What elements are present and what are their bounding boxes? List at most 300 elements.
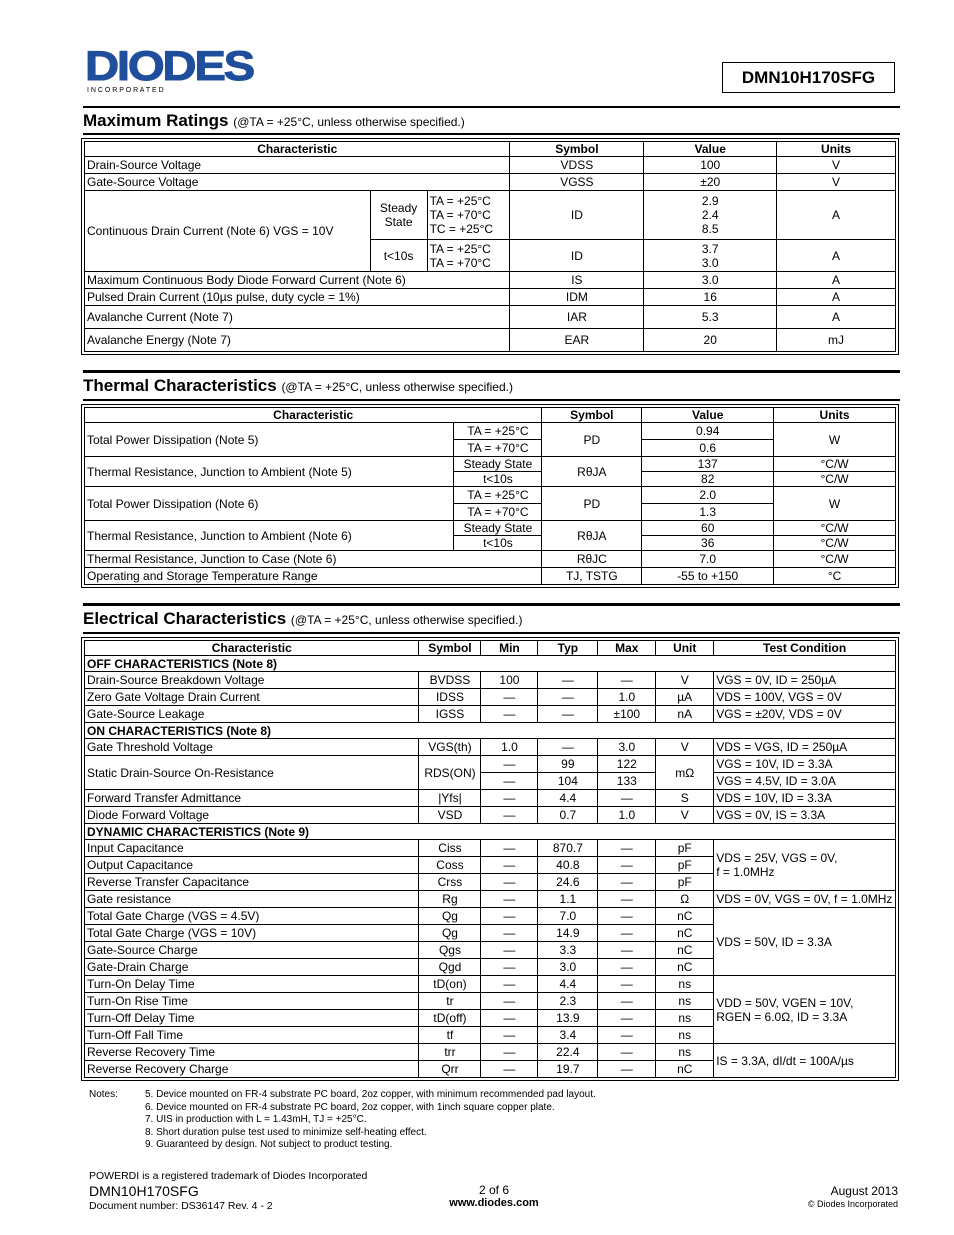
cell: Thermal Resistance, Junction to Ambient (Note 5) [85,457,454,487]
cell: mJ [777,329,896,352]
max-ratings-condition: (@TA = +25°C, unless otherwise specified.) [233,115,465,129]
cell: 3.0 [598,739,656,756]
cell: Forward Transfer Admittance [85,790,419,807]
value-line: 3.7 [701,241,719,256]
cell: — [481,942,538,959]
cond-line: TC = +25°C [429,222,494,236]
cond-line: TA = +25°C [429,194,491,208]
cell: nC [656,942,714,959]
group-header: DYNAMIC CHARACTERISTICS (Note 9) [85,824,896,840]
cell: Turn-Off Delay Time [85,1010,419,1027]
cell: tD(off) [419,1010,481,1027]
cell: Coss [419,857,481,874]
cell: nC [656,908,714,925]
cell: RθJA [542,521,642,551]
cell: Turn-Off Fall Time [85,1027,419,1044]
cell: V [777,174,896,191]
cell: 4.4 [538,976,598,993]
cell: Total Gate Charge (VGS = 4.5V) [85,908,419,925]
table-row [85,706,896,723]
value-line: 3.0 [701,255,719,270]
cell: — [481,1061,538,1078]
cell: — [481,689,538,706]
cell: t<10s [454,536,542,551]
cell: TA = +25°C [454,487,542,504]
group-header: ON CHARACTERISTICS (Note 8) [85,723,896,739]
cell: RθJC [542,551,642,568]
cell: 60 [642,521,774,536]
cell: °C/W [774,457,896,472]
cell: ID [510,240,644,272]
cell: ±20 [644,174,777,191]
cell: — [481,1027,538,1044]
cell: Avalanche Current (Note 7) [85,306,510,329]
cell: 3.4 [538,1027,598,1044]
cell: — [481,857,538,874]
section-rule [83,370,900,373]
table-row [85,739,896,756]
cell: TA = +70°C [454,504,542,521]
table-row [85,807,896,824]
cell: ns [656,1027,714,1044]
cond-line: RGEN = 6.0Ω, ID = 3.3A [716,1009,848,1024]
note-item: 5. Device mounted on FR-4 substrate PC board, 2oz copper, with minimum recommended pad layout. [145,1089,596,1100]
col-header: Test Condition [714,641,896,656]
cell: Total Power Dissipation (Note 5) [85,423,454,457]
cell: Rg [419,891,481,908]
cell: pF [656,840,714,857]
group-header-row [85,824,896,840]
table-row [85,521,896,536]
cell: 1.0 [481,739,538,756]
cell: — [481,773,538,790]
cell: — [598,976,656,993]
cell: VDSS [510,157,644,174]
cell: — [481,1044,538,1061]
notes-list [145,1089,596,1152]
cell: Crss [419,874,481,891]
cell: 24.6 [538,874,598,891]
section-rule [83,133,900,135]
cond-line: TA = +70°C [429,208,491,222]
part-number-box: DMN10H170SFG [722,62,895,93]
cell: ID [510,191,644,240]
cell: t<10s [370,240,427,272]
cell: — [598,1027,656,1044]
cell: 3.3 [538,942,598,959]
cell: Qrr [419,1061,481,1078]
cell: Ciss [419,840,481,857]
cell: TA = +70°C [454,440,542,457]
table-row [85,191,896,240]
col-header: Characteristic [85,142,510,157]
cell: — [598,790,656,807]
cell: 16 [644,289,777,306]
cell: mΩ [656,756,714,790]
cell: 0.94 [642,423,774,440]
col-header: Units [777,142,896,157]
cell: 100 [481,672,538,689]
cond-line: VDD = 50V, VGEN = 10V, [716,995,854,1010]
cell: VDS = 50V, ID = 3.3A [714,908,896,976]
cell: IDSS [419,689,481,706]
group-header-row [85,656,896,672]
cell: — [481,706,538,723]
table-row [85,790,896,807]
cell: A [777,272,896,289]
col-header: Symbol [542,408,642,423]
footer-copyright: © Diodes Incorporated [807,1199,898,1209]
cell: A [777,240,896,272]
cell: — [481,840,538,857]
note-item: 7. UIS in production with L = 1.43mH, TJ = +25°C. [145,1114,367,1126]
cell: -55 to +150 [642,568,774,585]
col-header: Unit [656,641,714,656]
cell: t<10s [454,472,542,487]
table-row [85,568,896,585]
cell: VGSS [510,174,644,191]
cell: 3.0 [644,272,777,289]
group-header: OFF CHARACTERISTICS (Note 8) [85,656,896,672]
cell: 100 [644,157,777,174]
cell: 0.6 [642,440,774,457]
cell: Qg [419,925,481,942]
table-row [85,672,896,689]
cell: Qg [419,908,481,925]
cell: — [598,993,656,1010]
cell: ns [656,1044,714,1061]
table-row [85,423,896,440]
thermal-condition: (@TA = +25°C, unless otherwise specified.) [281,380,513,394]
cell: Gate Threshold Voltage [85,739,419,756]
section-rule [83,603,900,606]
cell: — [481,908,538,925]
cell: °C [774,568,896,585]
cell: — [538,689,598,706]
value-line: 2.4 [701,208,719,222]
cell [714,840,896,891]
col-header: Symbol [510,142,644,157]
cell: tf [419,1027,481,1044]
cell: nC [656,1061,714,1078]
cell: µA [656,689,714,706]
cell: 40.8 [538,857,598,874]
cell: V [777,157,896,174]
col-header: Typ [538,641,598,656]
cell: V [656,739,714,756]
table-row [85,756,896,773]
cell: — [598,874,656,891]
cell: tD(on) [419,976,481,993]
cell: Input Capacitance [85,840,419,857]
cell: — [598,1044,656,1061]
cell: °C/W [774,551,896,568]
cell: nA [656,706,714,723]
max-ratings-table [84,141,896,352]
cond-line: TA = +25°C [429,241,491,256]
cell: ns [656,993,714,1010]
cell: Zero Gate Voltage Drain Current [85,689,419,706]
cell: pF [656,874,714,891]
cell: 2.3 [538,993,598,1010]
cell: W [774,423,896,457]
cell: ns [656,976,714,993]
cell: Ω [656,891,714,908]
section-rule [83,632,900,634]
cell: — [598,1061,656,1078]
cell: — [598,942,656,959]
cell: nC [656,959,714,976]
cell: — [598,925,656,942]
cell: Total Power Dissipation (Note 6) [85,487,454,521]
cell: 13.9 [538,1010,598,1027]
cell [644,191,777,240]
cell: — [481,1010,538,1027]
cell: — [598,891,656,908]
table-row [85,551,896,568]
cell: V [656,807,714,824]
cell: Drain-Source Voltage [85,157,510,174]
note-item: 8. Short duration pulse test used to minimize self-heating effect. [145,1126,427,1138]
cell: 1.1 [538,891,598,908]
note-item: 6. Device mounted on FR-4 substrate PC board, 2oz copper, with 1inch square copper plate. [145,1101,555,1113]
cell: — [481,976,538,993]
cell: Steady State [454,457,542,472]
cell: Thermal Resistance, Junction to Ambient (Note 6) [85,521,454,551]
cell: 3.0 [538,959,598,976]
cell: 20 [644,329,777,352]
cell: VDS = 100V, VGS = 0V [714,689,896,706]
cell: VDS = 10V, ID = 3.3A [714,790,896,807]
cell: Continuous Drain Current (Note 6) VGS = 10V [85,191,371,272]
table-header-row [85,408,896,423]
cell: VDS = VGS, ID = 250µA [714,739,896,756]
value-line: 8.5 [701,222,719,236]
cell: VSD [419,807,481,824]
group-header-row [85,723,896,739]
cell: PD [542,487,642,521]
col-header: Min [481,641,538,656]
table-row [85,840,896,857]
cell: pF [656,857,714,874]
cell [427,191,510,240]
cell: S [656,790,714,807]
cell: VGS = 10V, ID = 3.3A [714,756,896,773]
footer-page: 2 of 6 [478,1183,510,1197]
cell: °C/W [774,472,896,487]
cell: 137 [642,457,774,472]
cell: 82 [642,472,774,487]
electrical-table [84,640,896,1078]
cell: nC [656,925,714,942]
note-item: 9. Guaranteed by design. Not subject to product testing. [145,1139,393,1151]
table-row [85,329,896,352]
cell: TA = +25°C [454,423,542,440]
cell: V [656,672,714,689]
table-row [85,174,896,191]
cell: — [481,807,538,824]
logo-wordmark: DIODES [85,46,255,89]
cell: RθJA [542,457,642,487]
col-header: Units [774,408,896,423]
cell: A [777,289,896,306]
cell: A [777,191,896,240]
cell: IS [510,272,644,289]
table-row [85,689,896,706]
table-row [85,157,896,174]
cell: IGSS [419,706,481,723]
cell: Maximum Continuous Body Diode Forward Current (Note 6) [85,272,510,289]
table-header-row [85,142,896,157]
cell: 22.4 [538,1044,598,1061]
col-header: Symbol [419,641,481,656]
cell: Gate-Source Charge [85,942,419,959]
table-row [85,272,896,289]
cell [427,240,510,272]
col-header: Characteristic [85,408,542,423]
cell: 7.0 [642,551,774,568]
cell: Turn-On Rise Time [85,993,419,1010]
table-row [85,908,896,925]
cell: Operating and Storage Temperature Range [85,568,542,585]
cell: 36 [642,536,774,551]
cell: VDS = 0V, VGS = 0V, f = 1.0MHz [714,891,896,908]
cell: Total Gate Charge (VGS = 10V) [85,925,419,942]
value-line: 2.9 [701,194,719,208]
cell: 2.0 [642,487,774,504]
cell: Gate-Source Voltage [85,174,510,191]
col-header: Max [598,641,656,656]
cell: Reverse Transfer Capacitance [85,874,419,891]
cell: 1.3 [642,504,774,521]
table-row [85,976,896,993]
cell: 14.9 [538,925,598,942]
cell: 7.0 [538,908,598,925]
cell: |Yfs| [419,790,481,807]
cond-line: TA = +70°C [429,255,491,270]
table-header-row [85,641,896,656]
cell: 5.3 [644,306,777,329]
cell: Avalanche Energy (Note 7) [85,329,510,352]
cell: trr [419,1044,481,1061]
cell: Gate-Drain Charge [85,959,419,976]
cell: W [774,487,896,521]
table-row [85,289,896,306]
cell: Reverse Recovery Charge [85,1061,419,1078]
thermal-table [84,407,896,585]
cell: VGS = 0V, ID = 250µA [714,672,896,689]
diodes-logo [85,46,260,94]
cell: 0.7 [538,807,598,824]
cond-line: f = 1.0MHz [716,865,775,879]
cell: EAR [510,329,644,352]
cell: TJ, TSTG [542,568,642,585]
cell: VGS = ±20V, VDS = 0V [714,706,896,723]
cell: — [598,840,656,857]
cell: Qgs [419,942,481,959]
cell: °C/W [774,521,896,536]
cell: 1.0 [598,807,656,824]
table-row [85,487,896,504]
cell: Thermal Resistance, Junction to Case (Note 6) [85,551,542,568]
cell [714,976,896,1044]
footer-trademark: POWERDI is a registered trademark of Diodes Incorporated [89,1170,368,1182]
cell: 122 [598,756,656,773]
table-row [85,306,896,329]
cell: — [538,739,598,756]
cell [644,240,777,272]
header-rule [83,106,900,108]
cell: Reverse Recovery Time [85,1044,419,1061]
cell: Gate resistance [85,891,419,908]
cell: BVDSS [419,672,481,689]
cell: — [481,874,538,891]
cell: Drain-Source Breakdown Voltage [85,672,419,689]
cell: — [481,993,538,1010]
cell: — [598,959,656,976]
cell: — [481,790,538,807]
col-header: Value [644,142,777,157]
cell: Pulsed Drain Current (10µs pulse, duty cycle = 1%) [85,289,510,306]
section-rule [83,399,900,401]
cell: VGS(th) [419,739,481,756]
cell: A [777,306,896,329]
cell: Turn-On Delay Time [85,976,419,993]
cell: 870.7 [538,840,598,857]
cell: 133 [598,773,656,790]
footer-docnum: Document number: DS36147 Rev. 4 - 2 [89,1200,273,1212]
table-row [85,1044,896,1061]
cond-line: VDS = 25V, VGS = 0V, [716,851,838,865]
notes-label: Notes: [89,1089,118,1100]
cell: Qgd [419,959,481,976]
cell: Static Drain-Source On-Resistance [85,756,419,790]
cell: — [481,925,538,942]
logo-subtext: I N C O R P O R A T E D [87,87,164,94]
table-row [85,891,896,908]
cell: — [481,756,538,773]
cell: Output Capacitance [85,857,419,874]
cell: ns [656,1010,714,1027]
cell: ±100 [598,706,656,723]
cell: IDM [510,289,644,306]
cell: Steady State [454,521,542,536]
cell: — [538,672,598,689]
footer-url[interactable]: www.diodes.com [449,1197,539,1209]
cell: IS = 3.3A, dI/dt = 100A/µs [714,1044,896,1078]
cell: 19.7 [538,1061,598,1078]
electrical-condition: (@TA = +25°C, unless otherwise specified.) [290,613,523,627]
cell: Diode Forward Voltage [85,807,419,824]
cell: 1.0 [598,689,656,706]
cell: — [598,672,656,689]
cell: — [481,959,538,976]
cell: PD [542,423,642,457]
cell: Steady State [370,191,427,240]
cell: — [598,1010,656,1027]
cell: VGS = 0V, IS = 3.3A [714,807,896,824]
cell: — [598,908,656,925]
cell: 99 [538,756,598,773]
footer-date: August 2013 [830,1184,898,1198]
footer-part: DMN10H170SFG [89,1183,199,1199]
electrical-title: Electrical Characteristics (@TA = +25°C, unless otherwise specified.) [83,609,523,628]
col-header: Value [642,408,774,423]
cell: — [481,891,538,908]
cell: — [538,706,598,723]
cell: 104 [538,773,598,790]
cell: RDS(ON) [419,756,481,790]
